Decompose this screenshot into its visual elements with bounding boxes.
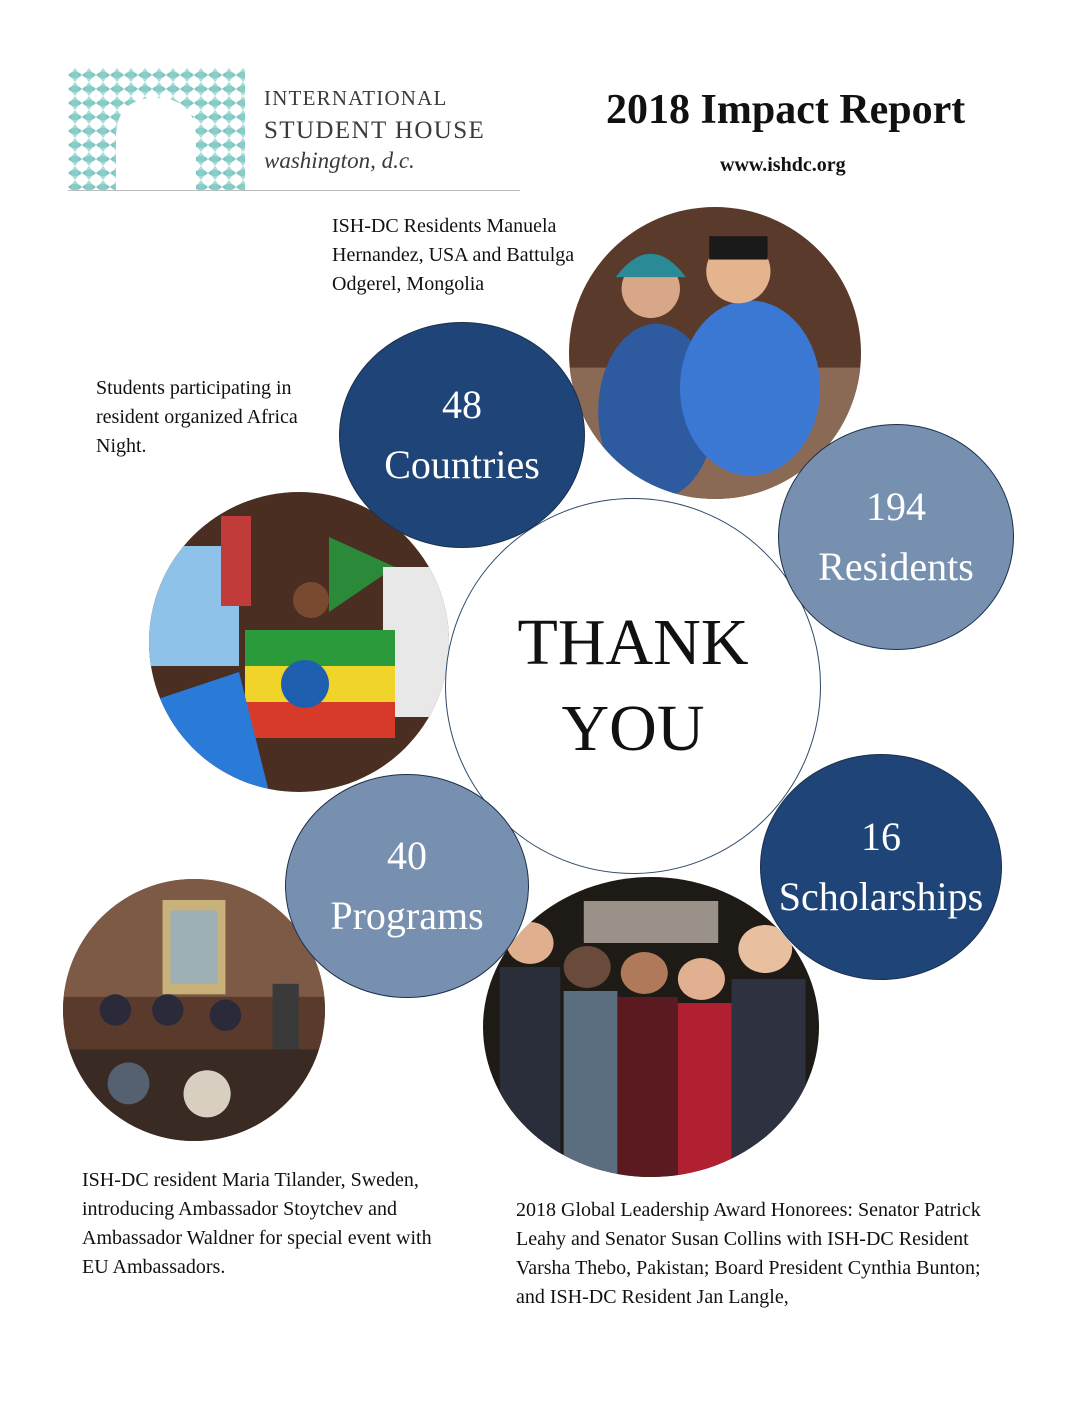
logo-line-international: INTERNATIONAL	[264, 86, 448, 110]
caption-eu-event: ISH-DC resident Maria Tilander, Sweden, introducing Ambassador Stoytchev and Ambassador Waldner for special event with EU Ambassadors.	[82, 1169, 432, 1278]
stat-label: Countries	[384, 442, 540, 487]
thank-you-line2: YOU	[561, 692, 705, 765]
eu-ambassadors-photo	[63, 879, 325, 1141]
stat-value: 194	[866, 484, 926, 529]
stat-scholarships	[760, 754, 1002, 980]
stat-label: Residents	[818, 544, 974, 589]
caption-residents-photo: ISH-DC Residents Manuela Hernandez, USA and Battulga Odgerel, Mongolia	[332, 215, 575, 295]
caption-award: 2018 Global Leadership Award Honorees: Senator Patrick Leahy and Senator Susan Collins with ISH-DC Resident Varsha Thebo, Pakistan; Board President Cynthia Bunton; and ISH-DC Resident Jan Langle,	[516, 1199, 981, 1308]
stat-value: 16	[861, 814, 901, 859]
africa-night-photo	[149, 492, 449, 792]
logo-line-student-house: STUDENT HOUSE	[264, 117, 486, 144]
stat-label: Scholarships	[778, 874, 984, 919]
stat-label: Programs	[330, 893, 484, 938]
caption-africa-night: Students participating in resident organized Africa Night.	[96, 377, 298, 457]
award-honorees-photo	[483, 877, 819, 1177]
logo-line-washington: washington, d.c.	[264, 148, 415, 173]
report-title: 2018 Impact Report	[606, 87, 966, 133]
thank-you-line1: THANK	[517, 606, 749, 679]
stat-value: 48	[442, 382, 482, 427]
stat-countries	[339, 322, 585, 548]
website-link[interactable]: www.ishdc.org	[720, 154, 846, 176]
arch-lattice-logo-icon	[68, 68, 245, 190]
stat-value: 40	[387, 833, 427, 878]
stat-programs	[285, 774, 529, 998]
stat-residents	[778, 424, 1014, 650]
logo-divider	[68, 190, 520, 191]
